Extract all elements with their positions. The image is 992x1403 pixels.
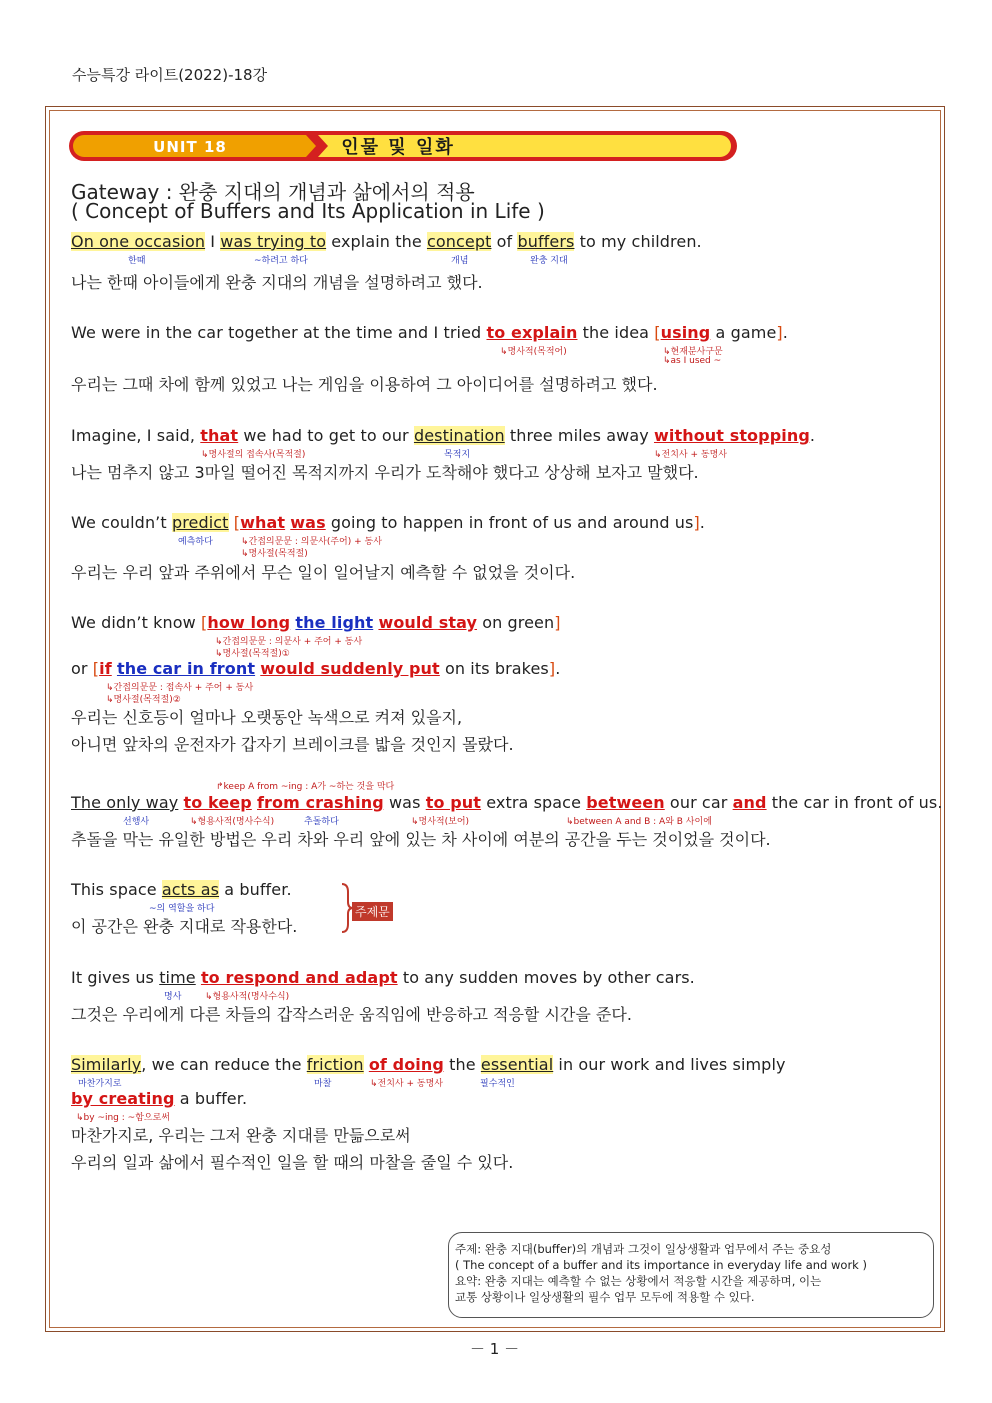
note: ↳간접의문문 : 의문사(주어) + 동사 bbox=[241, 537, 382, 547]
sentence-8-ko: 그것은 우리에게 다른 차들의 갑작스러운 움직임에 반응하고 적응할 시간을 준다. bbox=[71, 1005, 632, 1024]
note: ~하려고 하다 bbox=[254, 256, 308, 266]
note: ↳현재분사구문 bbox=[663, 347, 723, 357]
summary-box bbox=[448, 1232, 934, 1318]
phrase: would stay bbox=[378, 613, 478, 632]
text: on green bbox=[477, 613, 555, 632]
sentence-1-en bbox=[71, 232, 702, 251]
phrase: to put bbox=[425, 793, 482, 812]
phrase: if bbox=[99, 659, 112, 678]
text: We were in the car together at the time and I tried bbox=[71, 323, 487, 342]
bracket: ] bbox=[776, 323, 783, 342]
text: Imagine, I said, bbox=[71, 426, 201, 445]
sentence-2-en bbox=[71, 323, 788, 342]
note: ↳명사절(목적절)② bbox=[106, 695, 181, 705]
sentence-5-en-1 bbox=[71, 613, 561, 632]
text: We couldn’t bbox=[71, 513, 172, 532]
phrase: that bbox=[200, 426, 239, 445]
note: ↳as I used ~ bbox=[663, 356, 722, 366]
bracket: ] bbox=[554, 613, 561, 632]
phrase: using bbox=[660, 323, 711, 342]
note: 선행사 bbox=[123, 817, 150, 827]
note: 완충 지대 bbox=[530, 256, 568, 266]
note: ↳명사절(목적절) bbox=[241, 549, 308, 559]
unit-title: 인물 및 일화 bbox=[341, 137, 455, 158]
sentence-3-en bbox=[71, 426, 815, 445]
sentence-2-ko: 우리는 그때 차에 함께 있었고 나는 게임을 이용하여 그 아이디어를 설명하려고 했다. bbox=[71, 375, 658, 394]
note: 개념 bbox=[451, 256, 469, 266]
note: ↳명사절의 접속사(목적절) bbox=[201, 450, 306, 460]
text: a buffer. bbox=[174, 1089, 248, 1108]
text: , we can reduce the bbox=[141, 1055, 307, 1074]
note: ~의 역할을 하다 bbox=[149, 904, 215, 914]
note: ↳형용사적(명사수식) bbox=[190, 817, 275, 827]
note: 목적지 bbox=[444, 450, 471, 460]
note: ↳간접의문문 : 의문사 + 주어 + 동사 bbox=[215, 637, 363, 647]
sentence-7-ko: 이 공간은 완충 지대로 작용한다. bbox=[71, 917, 298, 936]
phrase: destination bbox=[413, 426, 505, 445]
sentence-7-en bbox=[71, 880, 292, 899]
text: It gives us bbox=[71, 968, 160, 987]
text: . bbox=[699, 513, 705, 532]
phrase: from crashing bbox=[257, 793, 384, 812]
sentence-4-en bbox=[71, 513, 705, 532]
note: 명사 bbox=[164, 992, 182, 1002]
phrase: how long bbox=[207, 613, 291, 632]
note: ↳형용사적(명사수식) bbox=[205, 992, 290, 1002]
gateway-subtitle: ( Concept of Buffers and Its Application in Life ) bbox=[71, 199, 545, 223]
unit-label: UNIT 18 bbox=[153, 138, 227, 156]
bracket: [ bbox=[92, 659, 100, 678]
phrase: concept bbox=[426, 232, 492, 251]
text: a buffer. bbox=[219, 880, 292, 899]
text: a game bbox=[710, 323, 777, 342]
phrase: acts as bbox=[161, 880, 220, 899]
phrase: the car in front bbox=[116, 659, 256, 678]
phrase: essential bbox=[480, 1055, 554, 1074]
text: the bbox=[443, 1055, 481, 1074]
document-header: 수능특강 라이트(2022)-18강 bbox=[72, 66, 268, 84]
phrase: to respond and adapt bbox=[200, 968, 398, 987]
summary-text-2: 교통 상황이나 일상생활의 필수 업무 모두에 적용할 수 있다. bbox=[455, 1290, 755, 1304]
text: explain the bbox=[326, 232, 427, 251]
text: This space bbox=[71, 880, 162, 899]
phrase: The only way bbox=[71, 793, 179, 812]
sentence-3-ko: 나는 멈추지 않고 3마일 떨어진 목적지까지 우리가 도착해야 했다고 상상해 보자고 말했다. bbox=[71, 463, 699, 482]
phrase: On one occasion bbox=[71, 232, 206, 251]
text: the idea bbox=[577, 323, 655, 342]
note: ↳명사적(보어) bbox=[411, 817, 470, 827]
phrase: was trying to bbox=[220, 232, 327, 251]
sentence-1-ko: 나는 한때 아이들에게 완충 지대의 개념을 설명하려고 했다. bbox=[71, 273, 483, 292]
phrase: friction bbox=[306, 1055, 364, 1074]
summary-text-1: 요약: 완충 지대는 예측할 수 없는 상황에서 적응할 시간을 제공하며, 이는 bbox=[455, 1274, 822, 1288]
text: our car bbox=[664, 793, 733, 812]
text: on its brakes bbox=[439, 659, 549, 678]
bracket: [ bbox=[201, 613, 208, 632]
text: in our work and lives simply bbox=[553, 1055, 786, 1074]
sentence-4-ko: 우리는 우리 앞과 주위에서 무슨 일이 일어날지 예측할 수 없었을 것이다. bbox=[71, 563, 576, 582]
note: ↳전치사 + 동명사 bbox=[370, 1079, 443, 1089]
text: . bbox=[809, 426, 816, 445]
note: ↳명사절(목적절)① bbox=[215, 649, 290, 659]
text: to any sudden moves by other cars. bbox=[397, 968, 695, 987]
phrase: what bbox=[240, 513, 286, 532]
topic-sentence-tag: 주제문 bbox=[352, 902, 393, 921]
note: ↳between A and B : A와 B 사이에 bbox=[566, 817, 712, 827]
bracket: [ bbox=[654, 323, 661, 342]
note: ↱keep A from ~ing : A가 ~하는 것을 막다 bbox=[216, 782, 395, 792]
page-number: － 1 － bbox=[470, 1340, 520, 1358]
text: to my children. bbox=[574, 232, 702, 251]
phrase: would suddenly put bbox=[260, 659, 440, 678]
text: we had to get to our bbox=[238, 426, 414, 445]
sentence-5-ko-2: 아니면 앞차의 운전자가 갑자기 브레이크를 밟을 것인지 몰랐다. bbox=[71, 735, 514, 754]
note: ↳간접의문문 : 접속사 + 주어 + 동사 bbox=[106, 683, 254, 693]
phrase: to keep bbox=[183, 793, 252, 812]
phrase: by creating bbox=[71, 1089, 175, 1108]
text: extra space bbox=[481, 793, 587, 812]
phrase: of doing bbox=[368, 1055, 444, 1074]
text: . bbox=[555, 659, 561, 678]
sentence-9-ko-1: 마찬가지로, 우리는 그저 완충 지대를 만듦으로써 bbox=[71, 1126, 411, 1145]
text: going to happen in front of us and around us bbox=[325, 513, 694, 532]
gateway-title: Gateway : 완충 지대의 개념과 삶에서의 적용 bbox=[71, 180, 475, 204]
note: 마찰 bbox=[314, 1079, 332, 1089]
phrase: between bbox=[586, 793, 665, 812]
phrase: predict bbox=[171, 513, 229, 532]
text: or bbox=[71, 659, 93, 678]
phrase: time bbox=[159, 968, 196, 987]
note: ↳by ~ing : ~함으로써 bbox=[76, 1113, 170, 1123]
bracket: [ bbox=[233, 513, 241, 532]
note: 필수적인 bbox=[480, 1079, 515, 1089]
bracket: ] bbox=[548, 659, 556, 678]
note: ↳전치사 + 동명사 bbox=[654, 450, 727, 460]
phrase: was bbox=[290, 513, 326, 532]
note: 한때 bbox=[128, 256, 146, 266]
sentence-5-en-2 bbox=[71, 659, 560, 678]
text: . bbox=[782, 323, 788, 342]
text: I bbox=[205, 232, 221, 251]
phrase: buffers bbox=[517, 232, 575, 251]
unit-banner bbox=[68, 130, 738, 162]
text: of bbox=[491, 232, 518, 251]
note: ↳명사적(목적어) bbox=[500, 347, 567, 357]
note: 마찬가지로 bbox=[78, 1079, 122, 1089]
sentence-9-en-1 bbox=[71, 1055, 786, 1074]
phrase: the light bbox=[295, 613, 374, 632]
sentence-5-ko-1: 우리는 신호등이 얼마나 오랫동안 녹색으로 켜져 있을지, bbox=[71, 708, 463, 727]
phrase: Similarly bbox=[71, 1055, 142, 1074]
phrase: without stopping bbox=[653, 426, 810, 445]
sentence-9-en-2 bbox=[71, 1089, 247, 1108]
sentence-8-en bbox=[71, 968, 695, 987]
sentence-9-ko-2: 우리의 일과 삶에서 필수적인 일을 할 때의 마찰을 줄일 수 있다. bbox=[71, 1153, 514, 1172]
bracket: ] bbox=[693, 513, 700, 532]
sentence-6-ko: 추돌을 막는 유일한 방법은 우리 차와 우리 앞에 있는 차 사이에 여분의 공간을 두는 것이었을 것이다. bbox=[71, 830, 771, 849]
text: the car in front of us. bbox=[766, 793, 943, 812]
summary-topic-en: ( The concept of a buffer and its importance in everyday life and work ) bbox=[455, 1258, 867, 1272]
text: was bbox=[383, 793, 426, 812]
note: 추돌하다 bbox=[304, 817, 339, 827]
phrase: and bbox=[732, 793, 767, 812]
summary-topic: 주제: 완충 지대(buffer)의 개념과 그것이 일상생활과 업무에서 주는 중요성 bbox=[455, 1242, 832, 1256]
phrase: to explain bbox=[486, 323, 578, 342]
text: three miles away bbox=[504, 426, 654, 445]
note: 예측하다 bbox=[178, 537, 213, 547]
text: We didn’t know bbox=[71, 613, 202, 632]
sentence-6-en bbox=[71, 793, 943, 812]
